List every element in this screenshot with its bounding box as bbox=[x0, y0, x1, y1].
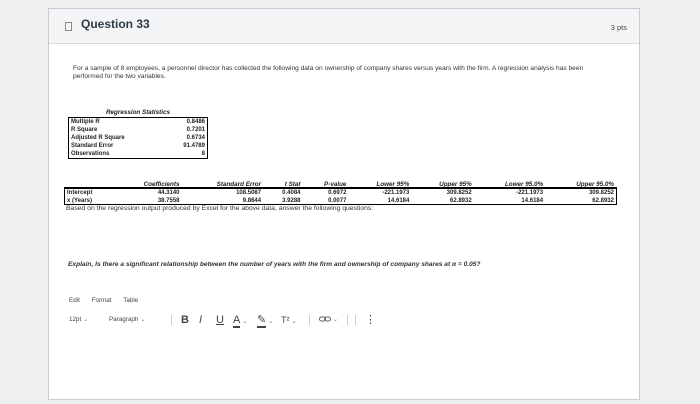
question-header bbox=[49, 9, 639, 44]
chevron-down-icon: ⌄ bbox=[291, 319, 297, 325]
link-icon bbox=[319, 314, 331, 324]
column-header: P-value bbox=[304, 180, 350, 189]
link-button[interactable] bbox=[319, 313, 338, 327]
table-row bbox=[64, 197, 617, 205]
table-header-row bbox=[64, 180, 617, 189]
table-cell: 0.0077 bbox=[328, 198, 347, 204]
toolbar-divider bbox=[355, 315, 356, 325]
stat-value: 0.7201 bbox=[164, 126, 207, 134]
table-row bbox=[69, 118, 208, 127]
toolbar-divider bbox=[347, 315, 348, 325]
superscript-button[interactable] bbox=[281, 313, 297, 327]
menu-table[interactable]: Table bbox=[123, 297, 139, 304]
table-row bbox=[69, 142, 208, 150]
table-cell: 0.6972 bbox=[328, 190, 347, 196]
question-points: 3 pts bbox=[610, 23, 627, 32]
bold-button[interactable]: B bbox=[181, 314, 189, 326]
regression-statistics-caption: Regression Statistics bbox=[69, 109, 208, 118]
stat-value: 8 bbox=[164, 150, 207, 159]
stat-value: 0.6734 bbox=[164, 134, 207, 142]
chevron-down-icon: ⌄ bbox=[83, 317, 89, 323]
underline-button[interactable]: U bbox=[216, 314, 224, 326]
more-options-button[interactable]: ⋮ bbox=[365, 314, 376, 326]
question-prompt: Explain, Is there a significant relationship between the number of years with the firm and ownership of company shares at α = 0.05? bbox=[68, 261, 481, 268]
chevron-down-icon: ⌄ bbox=[268, 319, 274, 325]
question-card bbox=[48, 8, 640, 400]
table-row bbox=[69, 150, 208, 159]
editor-toolbar bbox=[69, 313, 629, 329]
table-cell: 14.6184 bbox=[521, 198, 544, 204]
column-header: t Stat bbox=[264, 180, 303, 189]
table-cell: 9.8644 bbox=[242, 198, 262, 204]
chevron-down-icon: ⌄ bbox=[140, 317, 146, 323]
flag-icon[interactable] bbox=[65, 22, 72, 31]
stat-label: Standard Error bbox=[69, 142, 165, 150]
table-cell: 3.9288 bbox=[282, 198, 301, 204]
toolbar-divider bbox=[309, 315, 310, 325]
table-cell: 14.6184 bbox=[387, 198, 410, 204]
chevron-down-icon: ⌄ bbox=[333, 317, 339, 323]
column-header: Upper 95.0% bbox=[546, 180, 617, 189]
question-intro: For a sample of 8 employees, a personnel director has collected the following data on ownership of company shares versus years with the firm. A regression analysis has been performed for the two variables. bbox=[73, 65, 584, 80]
font-color-icon: A bbox=[233, 314, 241, 326]
table-row bbox=[69, 126, 208, 134]
column-header: Coefficients bbox=[115, 180, 183, 189]
question-title: Question 33 bbox=[81, 17, 150, 31]
stat-value: 0.8486 bbox=[164, 118, 207, 127]
followup-text: Based on the regression output produced by Excel for the above data, answer the following questions: bbox=[66, 205, 374, 212]
paragraph-value: Paragraph bbox=[109, 316, 139, 323]
table-cell: -221.1973 bbox=[382, 190, 410, 196]
column-header: Lower 95% bbox=[349, 180, 412, 189]
table-cell: 309.8252 bbox=[588, 190, 614, 196]
table-cell: 108.5087 bbox=[236, 190, 262, 196]
table-cell: 62.8932 bbox=[450, 198, 472, 204]
table-cell: 0.4084 bbox=[282, 190, 301, 196]
row-label: x (Years) bbox=[67, 198, 93, 204]
superscript-icon: T² bbox=[281, 315, 290, 325]
stat-label: Observations bbox=[69, 150, 165, 159]
font-size-value: 12pt bbox=[69, 316, 82, 323]
stat-label: R Square bbox=[69, 126, 165, 134]
regression-statistics-table bbox=[68, 109, 208, 159]
table-cell: 62.8932 bbox=[592, 198, 614, 204]
font-color-button[interactable] bbox=[233, 313, 247, 327]
toolbar-divider bbox=[171, 315, 172, 325]
highlight-icon: ✎ bbox=[257, 314, 267, 326]
table-cell: 38.7558 bbox=[157, 198, 180, 204]
row-label: Intercept bbox=[67, 190, 93, 196]
column-header: Upper 95% bbox=[412, 180, 474, 189]
stat-label: Multiple R bbox=[69, 118, 165, 127]
menu-format[interactable]: Format bbox=[91, 297, 112, 304]
highlight-button[interactable] bbox=[257, 313, 273, 327]
header-blank bbox=[64, 180, 115, 189]
table-cell: 44.3140 bbox=[157, 190, 180, 196]
stat-value: 91.4789 bbox=[164, 142, 207, 150]
coefficients-table bbox=[64, 180, 617, 205]
table-cell: 309.8252 bbox=[446, 190, 472, 196]
stat-label: Adjusted R Square bbox=[69, 134, 165, 142]
chevron-down-icon: ⌄ bbox=[242, 319, 248, 325]
editor-menubar bbox=[69, 297, 148, 304]
column-header: Lower 95.0% bbox=[475, 180, 546, 189]
italic-button[interactable]: I bbox=[199, 314, 203, 326]
table-row bbox=[64, 189, 617, 198]
font-size-select[interactable] bbox=[69, 313, 88, 327]
table-cell: -221.1973 bbox=[516, 190, 544, 196]
paragraph-select[interactable] bbox=[109, 313, 145, 327]
menu-edit[interactable]: Edit bbox=[69, 297, 80, 304]
table-row bbox=[69, 134, 208, 142]
column-header: Standard Error bbox=[183, 180, 265, 189]
